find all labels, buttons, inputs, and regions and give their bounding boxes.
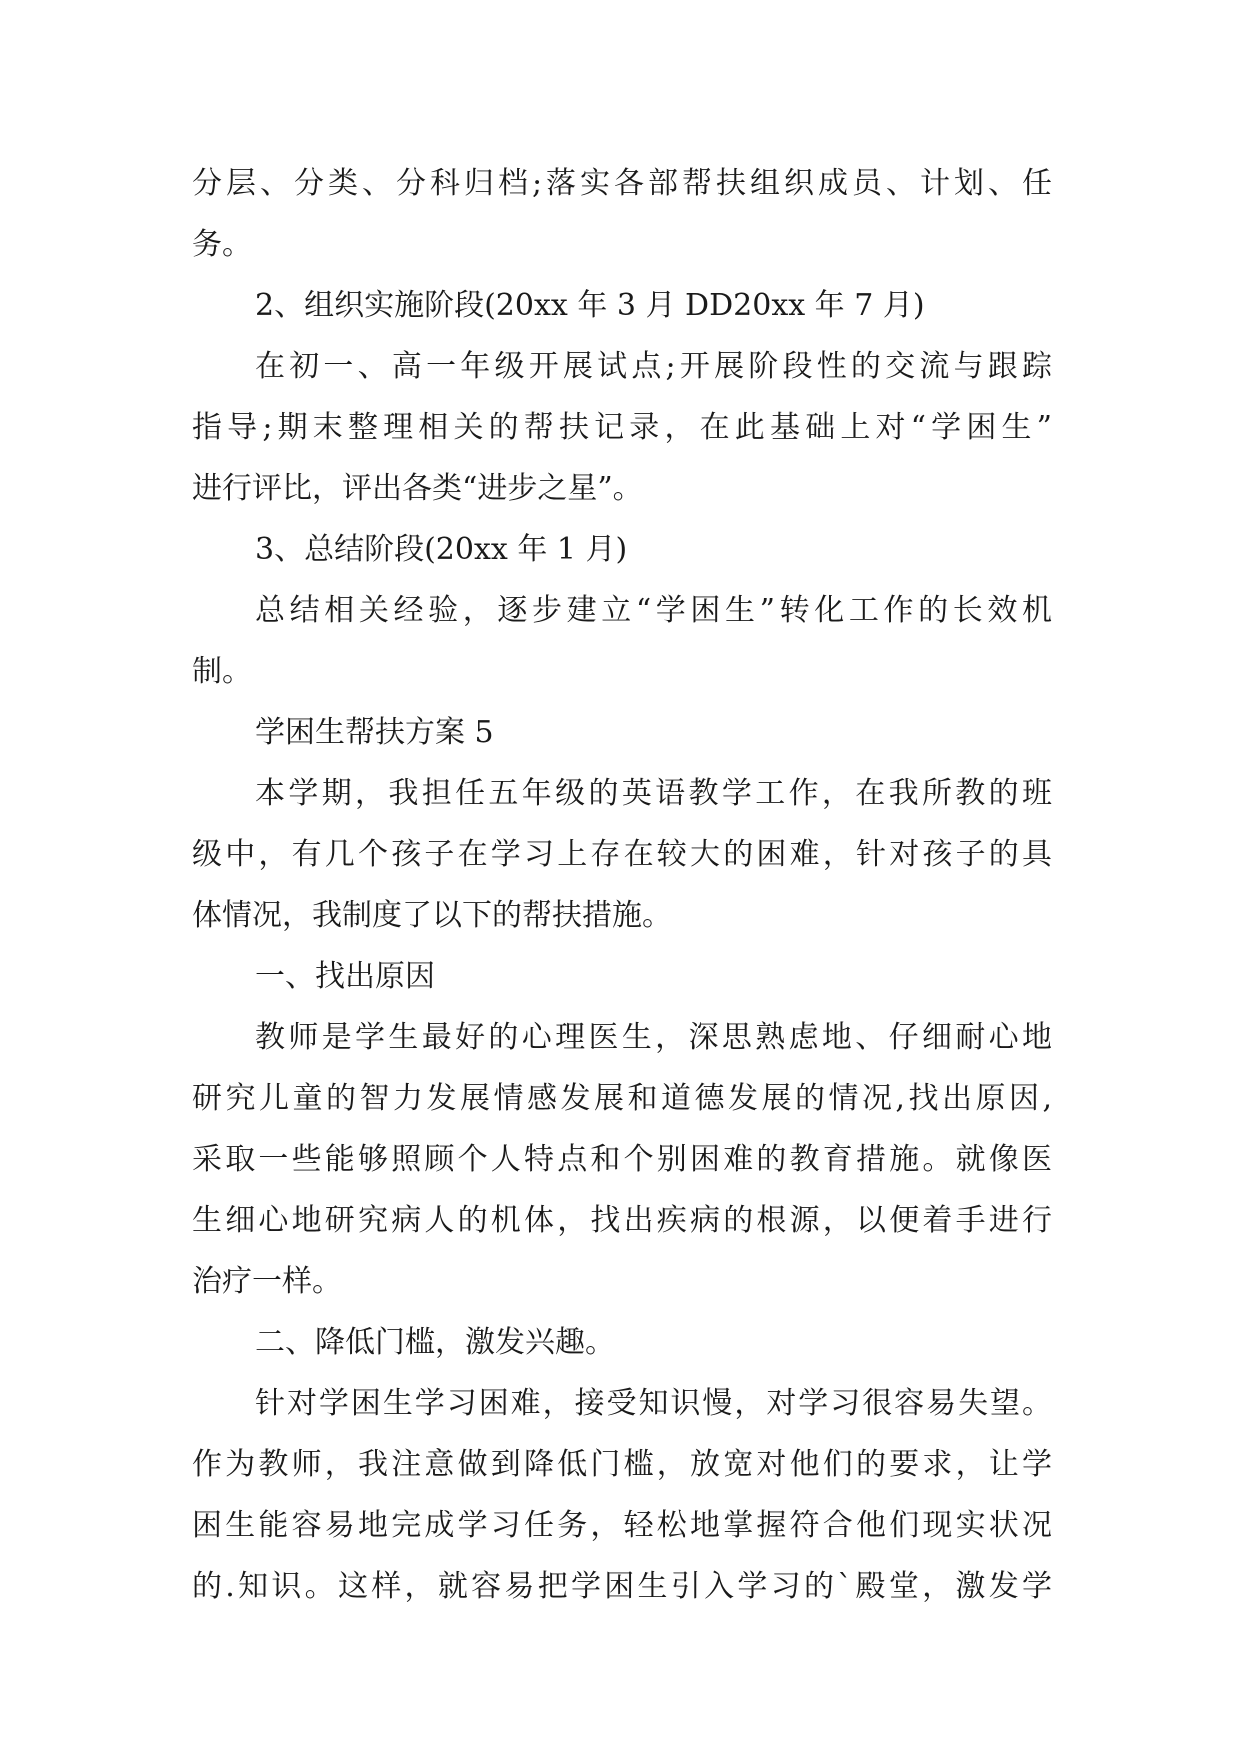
- section-heading: 二、降低门槛，激发兴趣。: [255, 1325, 615, 1360]
- body-text-line: 生细心地研究病人的机体，找出疾病的根源，以便着手进行: [192, 1203, 1052, 1238]
- section-heading: 3、总结阶段(20xx 年 1 月): [255, 532, 628, 567]
- body-text-line: 制。: [192, 654, 252, 689]
- body-text-line: 级中，有几个孩子在学习上存在较大的困难，针对孩子的具: [192, 837, 1052, 872]
- body-text-line: 研究儿童的智力发展情感发展和道德发展的情况,找出原因,: [192, 1081, 1052, 1116]
- body-text-line: 教师是学生最好的心理医生，深思熟虑地、仔细耐心地: [255, 1020, 1052, 1055]
- body-text-line: 针对学困生学习困难，接受知识慢，对学习很容易失望。: [255, 1386, 1052, 1421]
- body-text-line: 困生能容易地完成学习任务，轻松地掌握符合他们现实状况: [192, 1508, 1052, 1543]
- body-text-line: 的.知识。这样，就容易把学困生引入学习的`殿堂，激发学: [192, 1569, 1052, 1604]
- body-text-line: 体情况，我制度了以下的帮扶措施。: [192, 898, 672, 933]
- section-heading: 一、找出原因: [255, 959, 435, 994]
- document-title: 学困生帮扶方案 5: [255, 715, 494, 750]
- body-text-line: 采取一些能够照顾个人特点和个别困难的教育措施。就像医: [192, 1142, 1052, 1177]
- body-text-line: 治疗一样。: [192, 1264, 342, 1299]
- body-text-line: 进行评比，评出各类“进步之星”。: [192, 471, 643, 506]
- body-text-line: 总结相关经验，逐步建立“学困生”转化工作的长效机: [255, 593, 1052, 628]
- body-text-line: 务。: [192, 227, 252, 262]
- body-text-line: 作为教师，我注意做到降低门槛，放宽对他们的要求，让学: [192, 1447, 1052, 1482]
- body-text-line: 指导;期末整理相关的帮扶记录，在此基础上对“学困生”: [192, 410, 1052, 445]
- section-heading: 2、组织实施阶段(20xx 年 3 月 DD20xx 年 7 月): [255, 288, 925, 323]
- body-text-line: 本学期，我担任五年级的英语教学工作，在我所教的班: [255, 776, 1052, 811]
- body-text-line: 分层、分类、分科归档;落实各部帮扶组织成员、计划、任: [192, 166, 1052, 201]
- body-text-line: 在初一、高一年级开展试点;开展阶段性的交流与跟踪: [255, 349, 1052, 384]
